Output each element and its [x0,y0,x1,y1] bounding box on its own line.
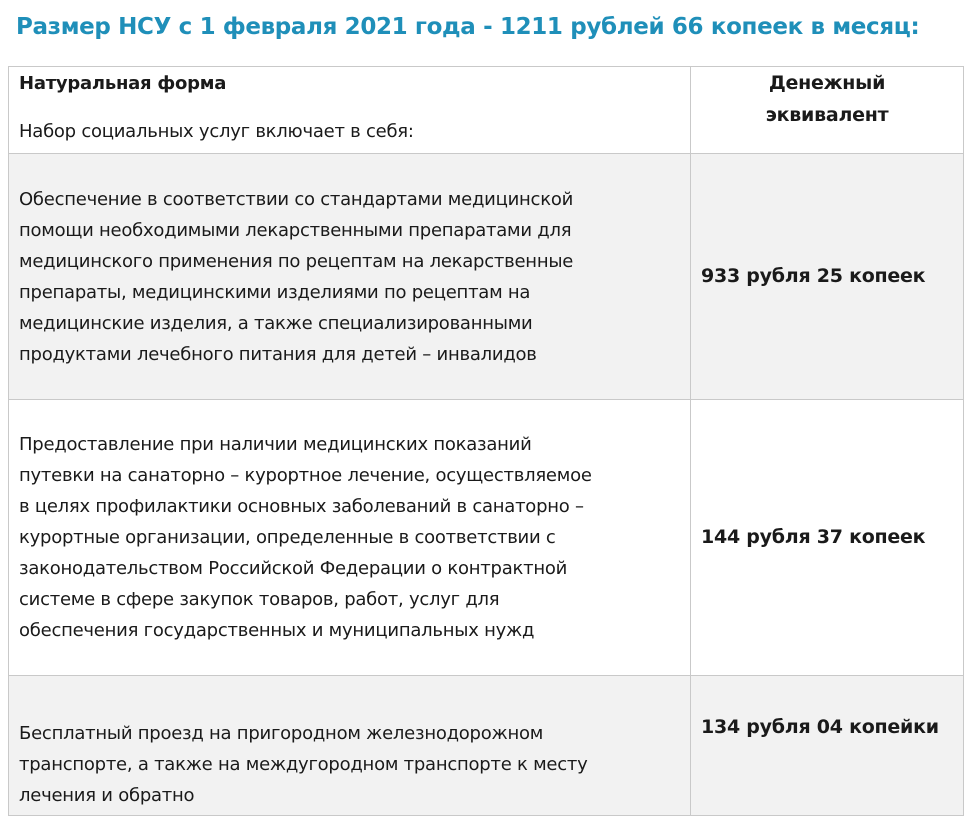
service-description-line: Обеспечение в соответствии со стандартами медицинской [19,188,574,210]
service-amount-cell: 144 рубля 37 копеек [691,400,964,676]
service-description-line: медицинского применения по рецептам на лекарственные [19,250,574,272]
service-description-line: обеспечения государственных и муниципальных нужд [19,620,535,641]
service-description-line: Предоставление при наличии медицинских показаний [19,434,532,455]
service-description-line: продуктами лечебного питания для детей – инвалидов [19,343,537,365]
service-amount-cell: 134 рубля 04 копейки [691,676,964,816]
service-description-line: помощи необходимыми лекарственными препаратами для [19,219,572,241]
nsu-table [8,66,964,816]
service-description-line: медицинские изделия, а также специализированными [19,312,533,334]
service-description-line: транспорте, а также на междугородном транспорте к месту [19,754,588,775]
service-description-line: курортные организации, определенные в соответствии с [19,527,556,548]
table-row [9,154,964,400]
service-description-line: лечения и обратно [19,785,195,806]
service-description-line: препараты, медицинскими изделиями по рецептам на [19,281,531,303]
service-description-line: системе в сфере закупок товаров, работ, услуг для [19,589,500,610]
header-natural-form-subtitle: Набор социальных услуг включает в себя: [19,121,414,142]
header-natural-form-cell [9,67,691,154]
service-description-line: Бесплатный проезд на пригородном железнодорожном [19,723,544,744]
header-cash-equivalent-line-2: эквивалент [765,104,889,126]
service-description-cell [9,400,691,676]
service-description-line: путевки на санаторно – курортное лечение, осуществляемое [19,465,592,486]
page-title: Размер НСУ с 1 февраля 2021 года - 1211 рублей 66 копеек в месяц: [16,14,920,40]
table-header-row [9,67,964,154]
service-description-cell [9,676,691,816]
service-description-line: законодательством Российской Федерации о контрактной [19,558,568,579]
service-description-cell [9,154,691,400]
table-row [9,400,964,676]
service-amount-cell: 933 рубля 25 копеек [691,154,964,400]
table-row [9,676,964,816]
service-description-line: в целях профилактики основных заболеваний в санаторно – [19,496,584,517]
header-natural-form-title: Натуральная форма [19,73,227,94]
header-cash-equivalent-cell [691,67,964,154]
header-cash-equivalent-line-1: Денежный [768,72,886,94]
